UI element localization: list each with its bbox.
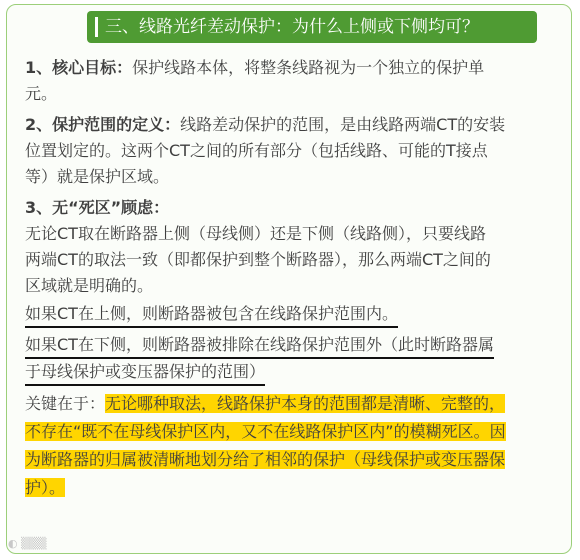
article-body bbox=[25, 55, 563, 502]
core-goal-paragraph bbox=[25, 55, 563, 107]
content-card bbox=[6, 4, 572, 554]
scope-definition-paragraph bbox=[25, 112, 563, 190]
upper-ct-case bbox=[25, 301, 563, 328]
lower-ct-text-1: 如果CT在下侧，则断路器被排除在线路保护范围外（此时断路器属 bbox=[25, 333, 494, 359]
section-title: 三、线路光纤差动保护：为什么上侧或下侧均可？ bbox=[105, 17, 479, 37]
scope-definition-text-3: 等）就是保护区域。 bbox=[25, 167, 170, 186]
no-dead-zone-heading: 3、无“死区”顾虑： bbox=[25, 198, 170, 217]
watermark: ◐ ▒▒▒ bbox=[8, 537, 47, 550]
key-point-highlight-1: 无论哪种取法，线路保护本身的范围都是清晰、完整的， bbox=[105, 394, 506, 413]
lower-ct-text-2: 于母线保护或变压器保护的范围） bbox=[25, 360, 265, 386]
core-goal-heading: 1、核心目标： bbox=[25, 58, 133, 77]
scope-definition-text: 线路差动保护的范围，是由线路两端CT的安装 bbox=[180, 115, 506, 134]
upper-ct-text: 如果CT在上侧，则断路器被包含在线路保护范围内。 bbox=[25, 302, 398, 328]
core-goal-text: 保护线路本体，将整条线路视为一个独立的保护单 bbox=[132, 58, 485, 77]
section-header bbox=[87, 11, 537, 43]
key-point-highlight-3: 为断路器的归属被清晰地划分给了相邻的保护（母线保护或变压器保 bbox=[25, 450, 506, 469]
no-dead-zone-paragraph bbox=[25, 195, 563, 299]
scope-definition-text-2: 位置划定的。这两个CT之间的所有部分（包括线路、可能的T接点 bbox=[25, 141, 488, 160]
lower-ct-case bbox=[25, 332, 563, 386]
key-point-highlight-4: 护）。 bbox=[25, 478, 66, 497]
no-dead-zone-text-3: 区域就是明确的。 bbox=[25, 276, 154, 295]
no-dead-zone-text-2: 两端CT的取法一致（即都保护到整个断路器），那么两端CT之间的 bbox=[25, 250, 491, 269]
scope-definition-heading: 2、保护范围的定义： bbox=[25, 115, 181, 134]
no-dead-zone-text-1: 无论CT取在断路器上侧（母线侧）还是下侧（线路侧），只要线路 bbox=[25, 224, 486, 243]
core-goal-text-cont: 元。 bbox=[25, 84, 58, 103]
header-accent-bar bbox=[95, 17, 98, 37]
key-point-prefix: 关键在于： bbox=[25, 394, 106, 413]
key-point-paragraph bbox=[25, 390, 563, 502]
key-point-highlight-2: 不存在“既不在母线保护区内，又不在线路保护区内”的模糊死区。因 bbox=[25, 422, 506, 441]
